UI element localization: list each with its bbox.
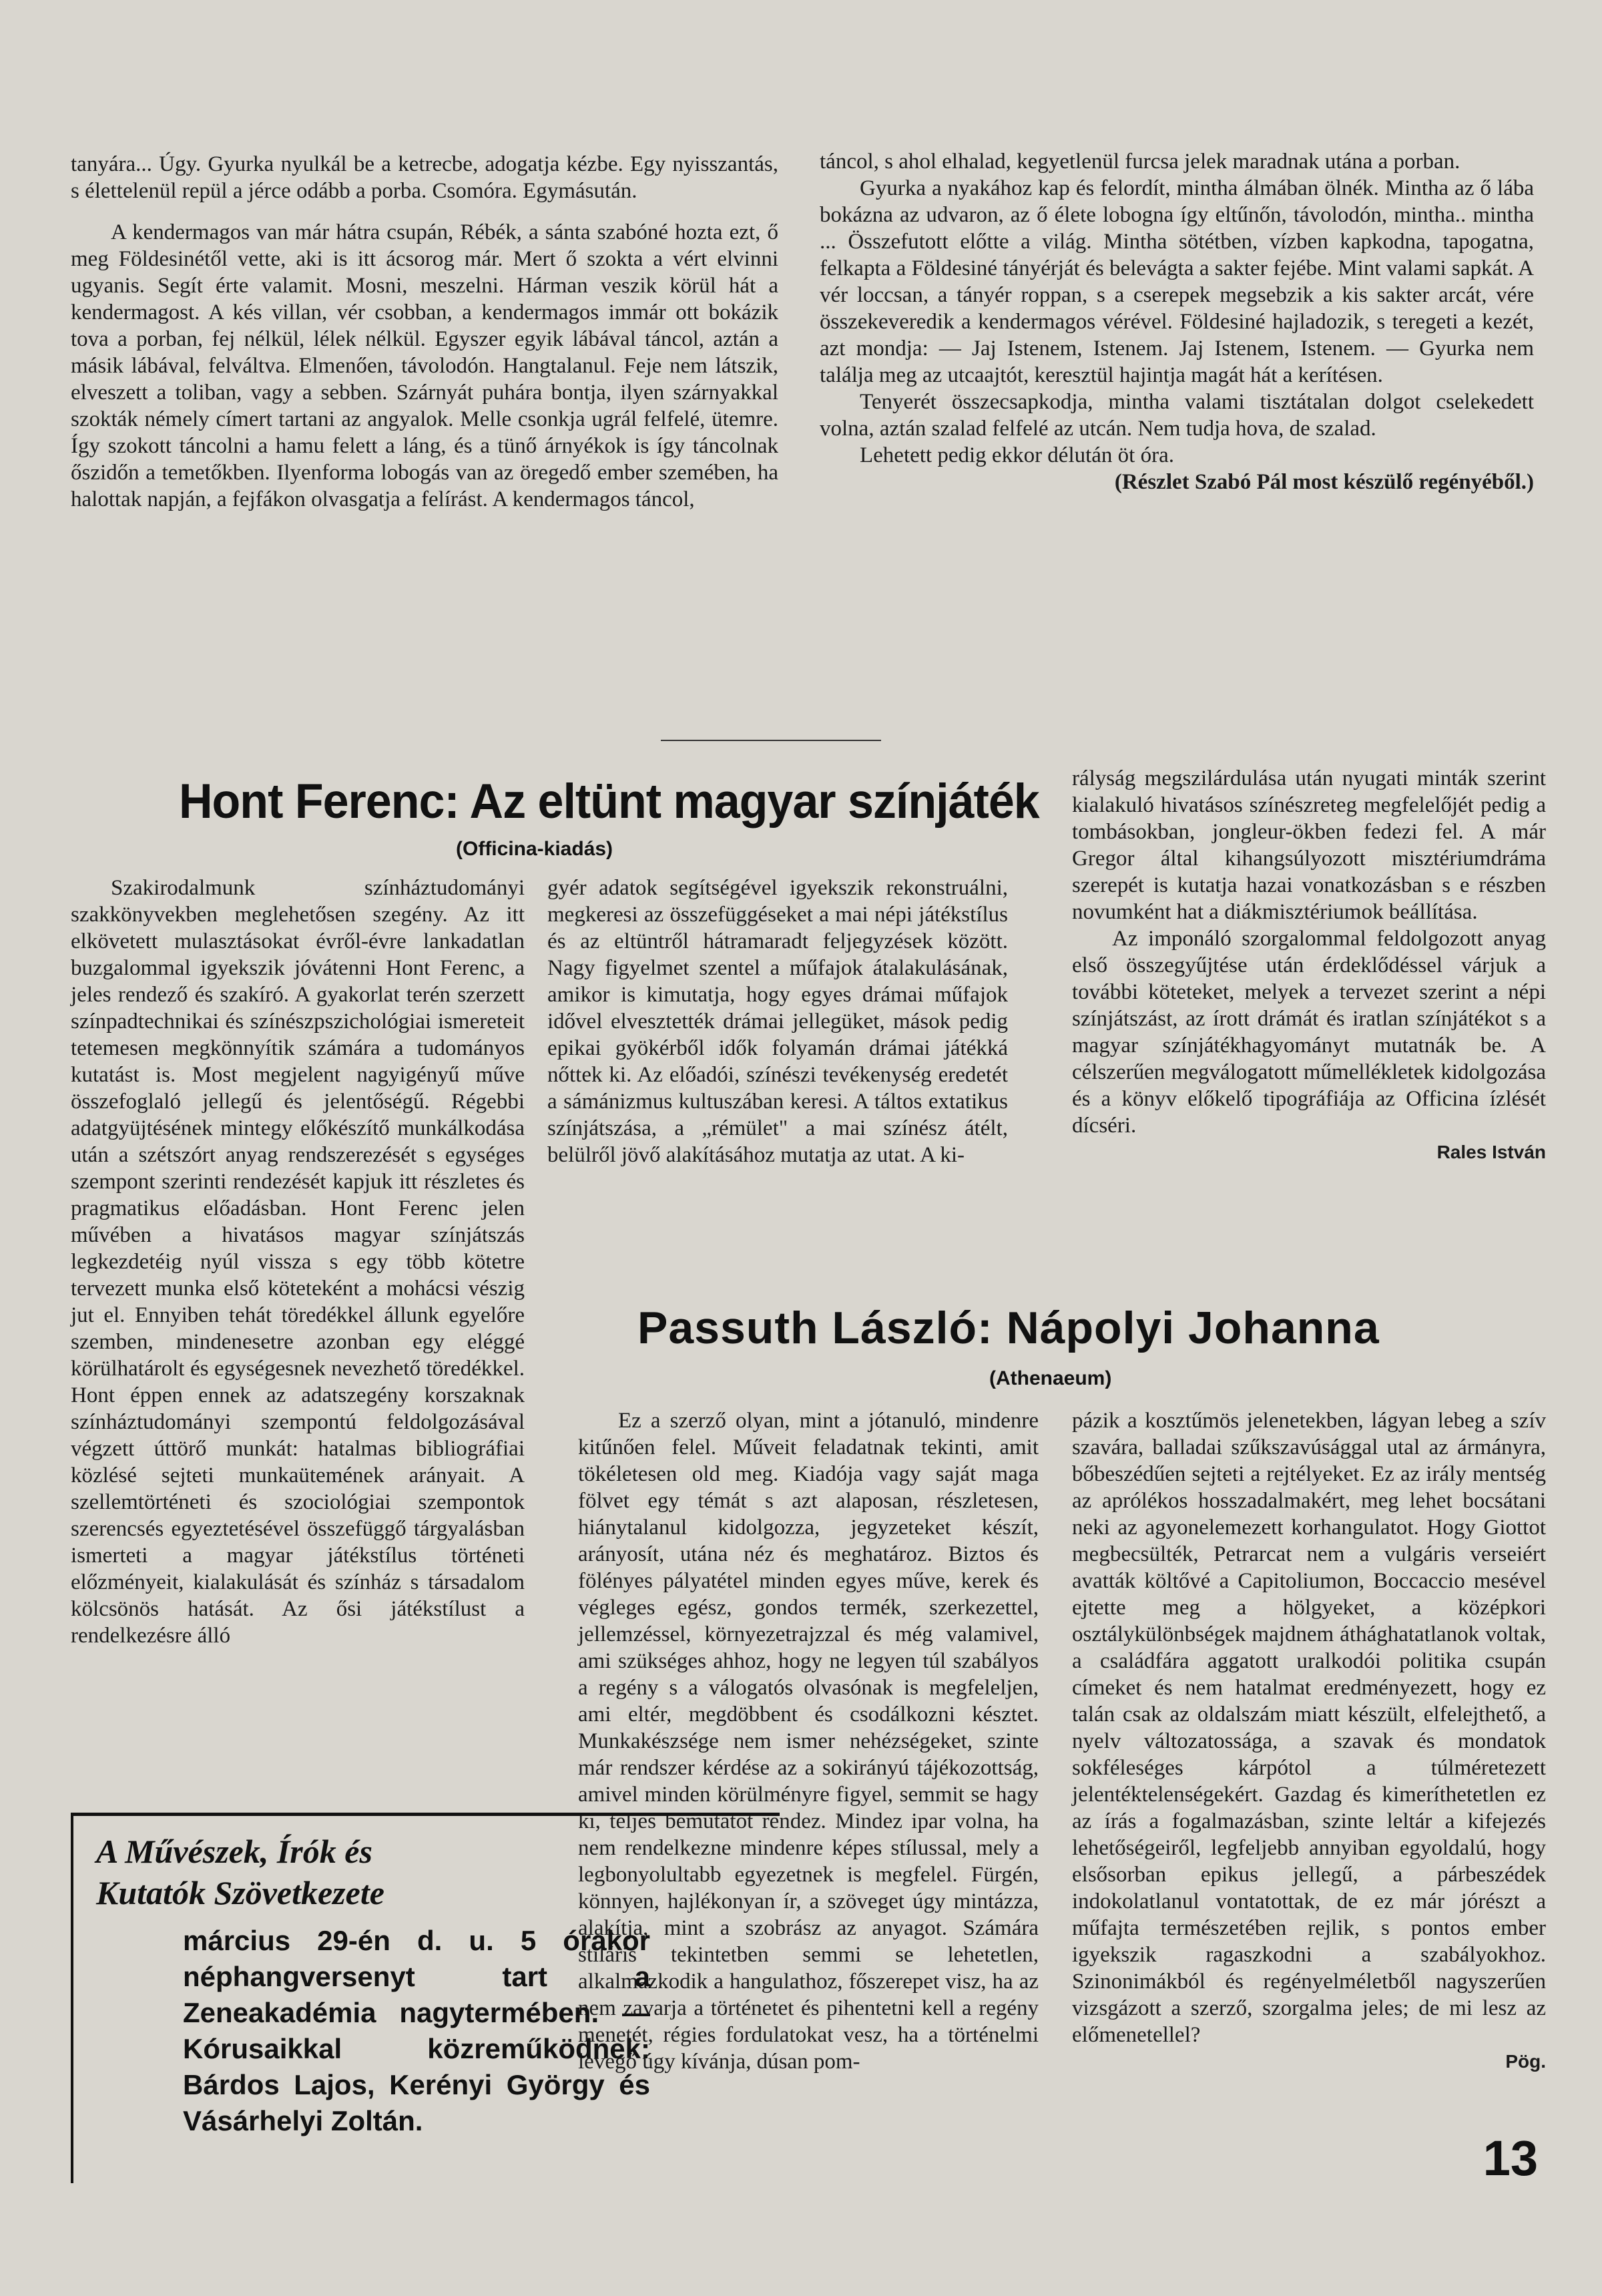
top-story-paragraph: Gyurka a nyakához kap és felordít, mintha álmában ölnék. Mintha az ő lába bokázna az udvaron, az ő élete lobogna így eltűnőn, távolodón, mintha.. mintha ... Összefutott előtte a világ. Mintha sötétben, vízben kapkodna, tapogatna, felkapta a Földesiné tányérját és belevágta a sakter fejébe. Mint valami sapkát. A vér loccsan, a tányér roppan, s a cserepek megsebzik a kis sakter arcát, vére összekeveredik a kendermagos vérével. Földesiné hajladozik, s teregeti a kezét, azt mondja: — Jaj Istenem, Istenem. Jaj Istenem, Istenem. — Gyurka nem találja meg az utcaajtót, keresztül hajintja magát hát a kerítésen. [820,176,1534,387]
ad-title-line: Kutatók Szövetkezete [96,1874,384,1911]
passuth-paragraph: pázik a kosztűmös jelenetekben, lágyan lebeg a szív szavára, balladai szűkszavúsággal utal az ármányra, bőbeszédűen sejteti a rejtélyeket. Ez az irály mentség az aprólékos hosszadalmakért, meg lehet bocsátani neki az agyonelemezett korhangulatot. Hogy Giottot megbecsülték, Petrarcat nem a vulgáris verseiért avatták költővé a Capitoliumon, Boccaccio mesével ejtette meg a hölgyeket, a középkori osztálykülönbségek majdnem áthághatatlanok voltak, a családfára aggatott uralkodói politika csupán címeket és nem hatalmat eredményezett, hogy ez talán csak az oldalszám miatt készült, elfelejthető, a nyelv változatossága, a szavak és mondatok sokféleséges kárpótol a túlméretezett jelentéktelenségekért. Gazdag és kimeríthetetlen ez az írás a fogalmazásban, szinte leltár a kifejezés lehetőségeiről, legfeljebb annyiban egyoldalú, hogy elsősorban epikus jellegű, a párbeszédek indokolatlanul vontatottak, de ez már jórészt a műfajta természetében rejlik, s pontos ember igyekszik ragaszkodni a szabályokhoz. Szinonimákból és regényelméletből nagyszerűen vizsgázott a szerző, szorgalma jeles; de mi lesz az előmenetellel? [1072,1409,1546,2047]
hont-paragraph: gyér adatok segítségével igyekszik rekonstruálni, megkeresi az összefüggéseket a mai népi játékstílus és az eltüntről hátramaradt feljegyzések között. Nagy figyelmet szentel a műfajok átalakulásának, amikor is kimutatja, hogy egyes drámai műfajok idővel elvesztették drámai jellegüket, mások pedig epikai gyökérből idők folyamán drámai játékká nőttek ki. Az előadói, színészi tevékenység eredetét a sámánizmus kultuszában keresi. A táltos extatikus színjátszása, a „rémület" a mai színész átélt, belülről jövő alakításához mutatja az utat. A ki- [547,876,1008,1167]
passuth-headline: Passuth László: Nápolyi Johanna [637,1303,1380,1353]
hont-column-2 [547,875,1008,1168]
top-story-credit: (Részlet Szabó Pál most készülő regényéből.) [1114,470,1534,494]
ad-body: március 29-én d. u. 5 órakor néphangversenyt tart a Zeneakadémia nagytermében. — Kórusaikkal közreműködnek: Bárdos Lajos, Kerényi György és Vásárhelyi Zoltán. [183,1925,650,2136]
hont-paragraph: Az imponáló szorgalommal feldolgozott anyag első összegyűjtése után érdeklődéssel várjuk a további köteteket, melyek a tervezet szerint a népi színjátszást, az írott drámát és iratlan színjátékot s a magyar színjátékhagyományt mutatnák be. A célszerűen megválogatott műmellékletek kidolgozása és a könyv előkelő tipográfiája az Officina ízlését dícséri. [1072,927,1546,1138]
passuth-column-2 [1072,1407,1546,2075]
ad-title-line: A Művészek, Írók és [96,1833,372,1870]
passuth-publisher: (Athenaeum) [989,1367,1112,1389]
hont-paragraph: Szakirodalmunk színháztudományi szakkönyvekben meglehetősen szegény. Az itt elkövetett mulasztásokat évről-évre lankadatlan buzgalommal igyekszik jóvátenni Hont Ferenc, a jeles rendező és szakíró. A gyakorlat terén szerzett színpadtechnikai és színészpszichológiai ismereteit tetemesen megkönnyítik számára a tudományos kutatást is. Most megjelent nagyigényű műve összefoglaló jellegű és jelentőségű. Régebbi adatgyüjtésének mintegy előkészítő munkálkodása után a szétszórt anyag rendszerezését s egységes szempont szerinti rendezését kapjuk itt részletes és pragmatikus előadásban. Hont Ferenc jelen művében a hivatásos magyar színjátszás legkezdetéig nyúl vissza s egy több kötetre tervezett munka első köteteként a mohácsi vészig jut el. Ennyiben tehát töredékkel állunk egyelőre szemben, mindenesetre azonban egy eléggé körülhatárolt és egységesnek nevezhető töredékkel. Hont éppen ennek az adatszegény korszaknak színháztudományi szempontú feldolgozásával végzett úttörő munkát: hatalmas bibliográfiai közlésé sejteti munkaütemének arányait. A szellemtörténeti és szociológiai szempontok szerencsés egyeztetésével összefüggő tárgyalásban ismerteti a magyar játékstílus történeti előzményeit, kialakulását és színház s társadalom kölcsönös hatását. Az ősi játékstílust a rendelkezésre álló [71,876,525,1648]
top-story-paragraph: Lehetett pedig ekkor délután öt óra. [860,443,1174,467]
top-story-paragraph: tanyára... Úgy. Gyurka nyulkál be a ketrecbe, adogatja kézbe. Egy nyisszantás, s élettelenül repül a jérce odább a porba. Csomóra. Egymásután. [71,152,778,203]
concert-announcement-box [71,1813,780,2183]
hont-paragraph: rályság megszilárdulása után nyugati minták szerint kialakuló hivatásos színészreteg megfelelőjét pedig a tombásokban, jongleur-ökben fedezi fel. A már Gregor által kihangsúlyozott misztériumdráma szerepét is kutatja hazai vonatkozásban s e részben novumként hat a diákmisztériumok beállítása. [1072,766,1546,924]
hont-headline: Hont Ferenc: Az eltünt magyar színjáték [179,774,1039,829]
passuth-paragraph: Ez a szerző olyan, mint a jótanuló, mindenre kitűnően felel. Műveit feladatnak tekinti, amit tökéletesen old meg. Kiadója vagy saját maga fölvet egy témát s azt alaposan, részletesen, hiánytalanul kidolgozza, jegyzeteket készít, arányosít, utána néz és meghatároz. Biztos és fölényes pályatétel minden egyes műve, kerek és végleges egész, gondos termék, szerkezettel, jellemzéssel, környezetrajzzal és még valamivel, ami szükséges ahhoz, hogy ne legyen túl szabályos a regény s a válogatós olvasónak is megfeleljen, ami eltér, megdöbbent és csodálkozni késztet. Munkakészsége nem ismer nehézségeket, szinte már rendszer kérdése az a sokirányú tájékozottság, amivel minden körülményre figyel, semmit se hagy ki, teljes bemutatót rendez. Mindez ipar volna, ha nem rendelkezne mindenre képes stílussal, mely a legbonyolultabb egyezetnek is megfelel. Fürgén, könnyen, hajlékonyan ír, a szöveget úgy mintázza, alakítja, mint a szobrász az anyagot. Számára stiláris tekintetben semmi se lehetetlen, alkalmazkodik a hangulathoz, főszerepet visz, ha az nem zavarja a történetet és pihentetni kell a regény menetét, régies fordulatokat vesz, ha a történelmi levegő úgy kívánja, dúsan pom- [578,1409,1039,2074]
hont-signature: Rales István [1436,1142,1546,1162]
hont-column-3 [1072,765,1546,1166]
top-story-paragraph: A kendermagos van már hátra csupán, Rébék, a sánta szabóné hozta ezt, ő meg Földesinétől vette, aki is itt ácsorog már. Mert ő szokta a vért elvinni ugyanis. Segít érte valamit. Mosni, meszelni. Hárman veszik körül hát a kendermagost. A kés villan, vér csobban, a kendermagos immár ott bokázik tova a porban, fej nélkül, lélek nélkül. Egyszer egyik lábával táncol, aztán a másik lábával, felváltva. Elmenően, távolodón. Hangtalanul. Feje nem látszik, elveszett a toliban, vagy a sebben. Szárnyát puhára bontja, ilyen szárnyakkal szokták némely címert tartani az angyalok. Melle csonkja ugrál felfelé, ütemre. Így szokott táncolni a hamu felett a láng, és a tünő árnyékok is így táncolnak őszidőn a temetőkben. Ilyenforma lobogás van az öregedő ember szemében, ha halottak napján, a fejfákon olvasgatja a felírást. A kendermagos táncol, [71,220,778,511]
hont-publisher: (Officina-kiadás) [456,838,613,860]
passuth-signature: Pög. [1505,2051,1546,2072]
top-story-right-column [820,148,1534,495]
hont-column-1 [71,875,525,1649]
page-number: 13 [1483,2130,1538,2186]
top-story-left-column [71,151,778,513]
top-story-paragraph: Tenyerét összecsapkodja, mintha valami tisztátalan dolgot cselekedett volna, aztán szalad felfelé az utcán. Nem tudja hova, de szalad. [820,390,1534,441]
top-story-paragraph: táncol, s ahol elhalad, kegyetlenül furcsa jelek maradnak utána a porban. [820,150,1460,174]
section-divider [661,740,881,741]
